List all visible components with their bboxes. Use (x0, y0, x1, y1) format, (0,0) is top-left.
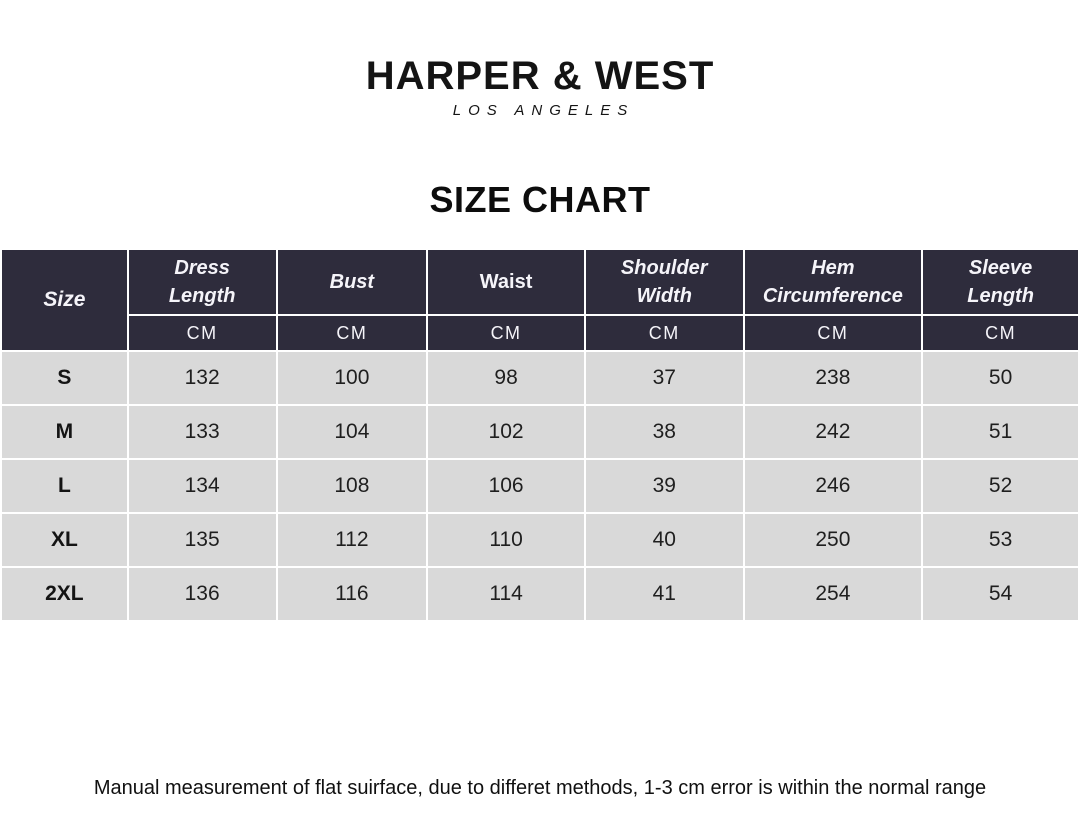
value-cell: 41 (585, 567, 744, 621)
table-row (1, 513, 1079, 567)
value-cell: 51 (922, 405, 1079, 459)
value-cell: 50 (922, 351, 1079, 405)
value-cell: 54 (922, 567, 1079, 621)
value-cell: 104 (277, 405, 428, 459)
value-cell: 106 (427, 459, 585, 513)
unit-header: CM (744, 315, 923, 351)
column-header: Dress Length (128, 249, 277, 315)
brand-subtitle: LOS ANGELES (452, 102, 635, 119)
value-cell: 242 (744, 405, 923, 459)
size-cell: XL (1, 513, 128, 567)
value-cell: 250 (744, 513, 923, 567)
value-cell: 100 (277, 351, 428, 405)
size-cell: M (1, 405, 128, 459)
value-cell: 114 (427, 567, 585, 621)
column-header: Waist (427, 249, 585, 315)
size-cell: L (1, 459, 128, 513)
value-cell: 136 (128, 567, 277, 621)
column-header: Hem Circumference (744, 249, 923, 315)
table-row (1, 567, 1079, 621)
unit-header: CM (277, 315, 428, 351)
value-cell: 112 (277, 513, 428, 567)
unit-header: CM (128, 315, 277, 351)
table-row (1, 405, 1079, 459)
value-cell: 133 (128, 405, 277, 459)
table-row (1, 459, 1079, 513)
column-header: Shoulder Width (585, 249, 744, 315)
value-cell: 108 (277, 459, 428, 513)
size-chart-table (0, 248, 1080, 622)
size-cell: S (1, 351, 128, 405)
table-header (1, 249, 1079, 351)
size-cell: 2XL (1, 567, 128, 621)
brand-logo (0, 56, 1080, 119)
table-body (1, 351, 1079, 621)
value-cell: 238 (744, 351, 923, 405)
value-cell: 116 (277, 567, 428, 621)
value-cell: 135 (128, 513, 277, 567)
size-column-header: Size (1, 249, 128, 351)
column-header: Bust (277, 249, 428, 315)
value-cell: 40 (585, 513, 744, 567)
brand-name: HARPER & WEST (365, 54, 715, 98)
value-cell: 254 (744, 567, 923, 621)
column-header: Sleeve Length (922, 249, 1079, 315)
value-cell: 39 (585, 459, 744, 513)
unit-header: CM (585, 315, 744, 351)
value-cell: 37 (585, 351, 744, 405)
unit-header: CM (922, 315, 1079, 351)
value-cell: 132 (128, 351, 277, 405)
value-cell: 53 (922, 513, 1079, 567)
value-cell: 38 (585, 405, 744, 459)
table-row (1, 351, 1079, 405)
unit-header: CM (427, 315, 585, 351)
value-cell: 98 (427, 351, 585, 405)
value-cell: 52 (922, 459, 1079, 513)
value-cell: 102 (427, 405, 585, 459)
footer-note: Manual measurement of flat suirface, due to differet methods, 1-3 cm error is within the normal range (93, 777, 987, 799)
page-title: SIZE CHART (429, 179, 651, 220)
value-cell: 134 (128, 459, 277, 513)
value-cell: 110 (427, 513, 585, 567)
value-cell: 246 (744, 459, 923, 513)
